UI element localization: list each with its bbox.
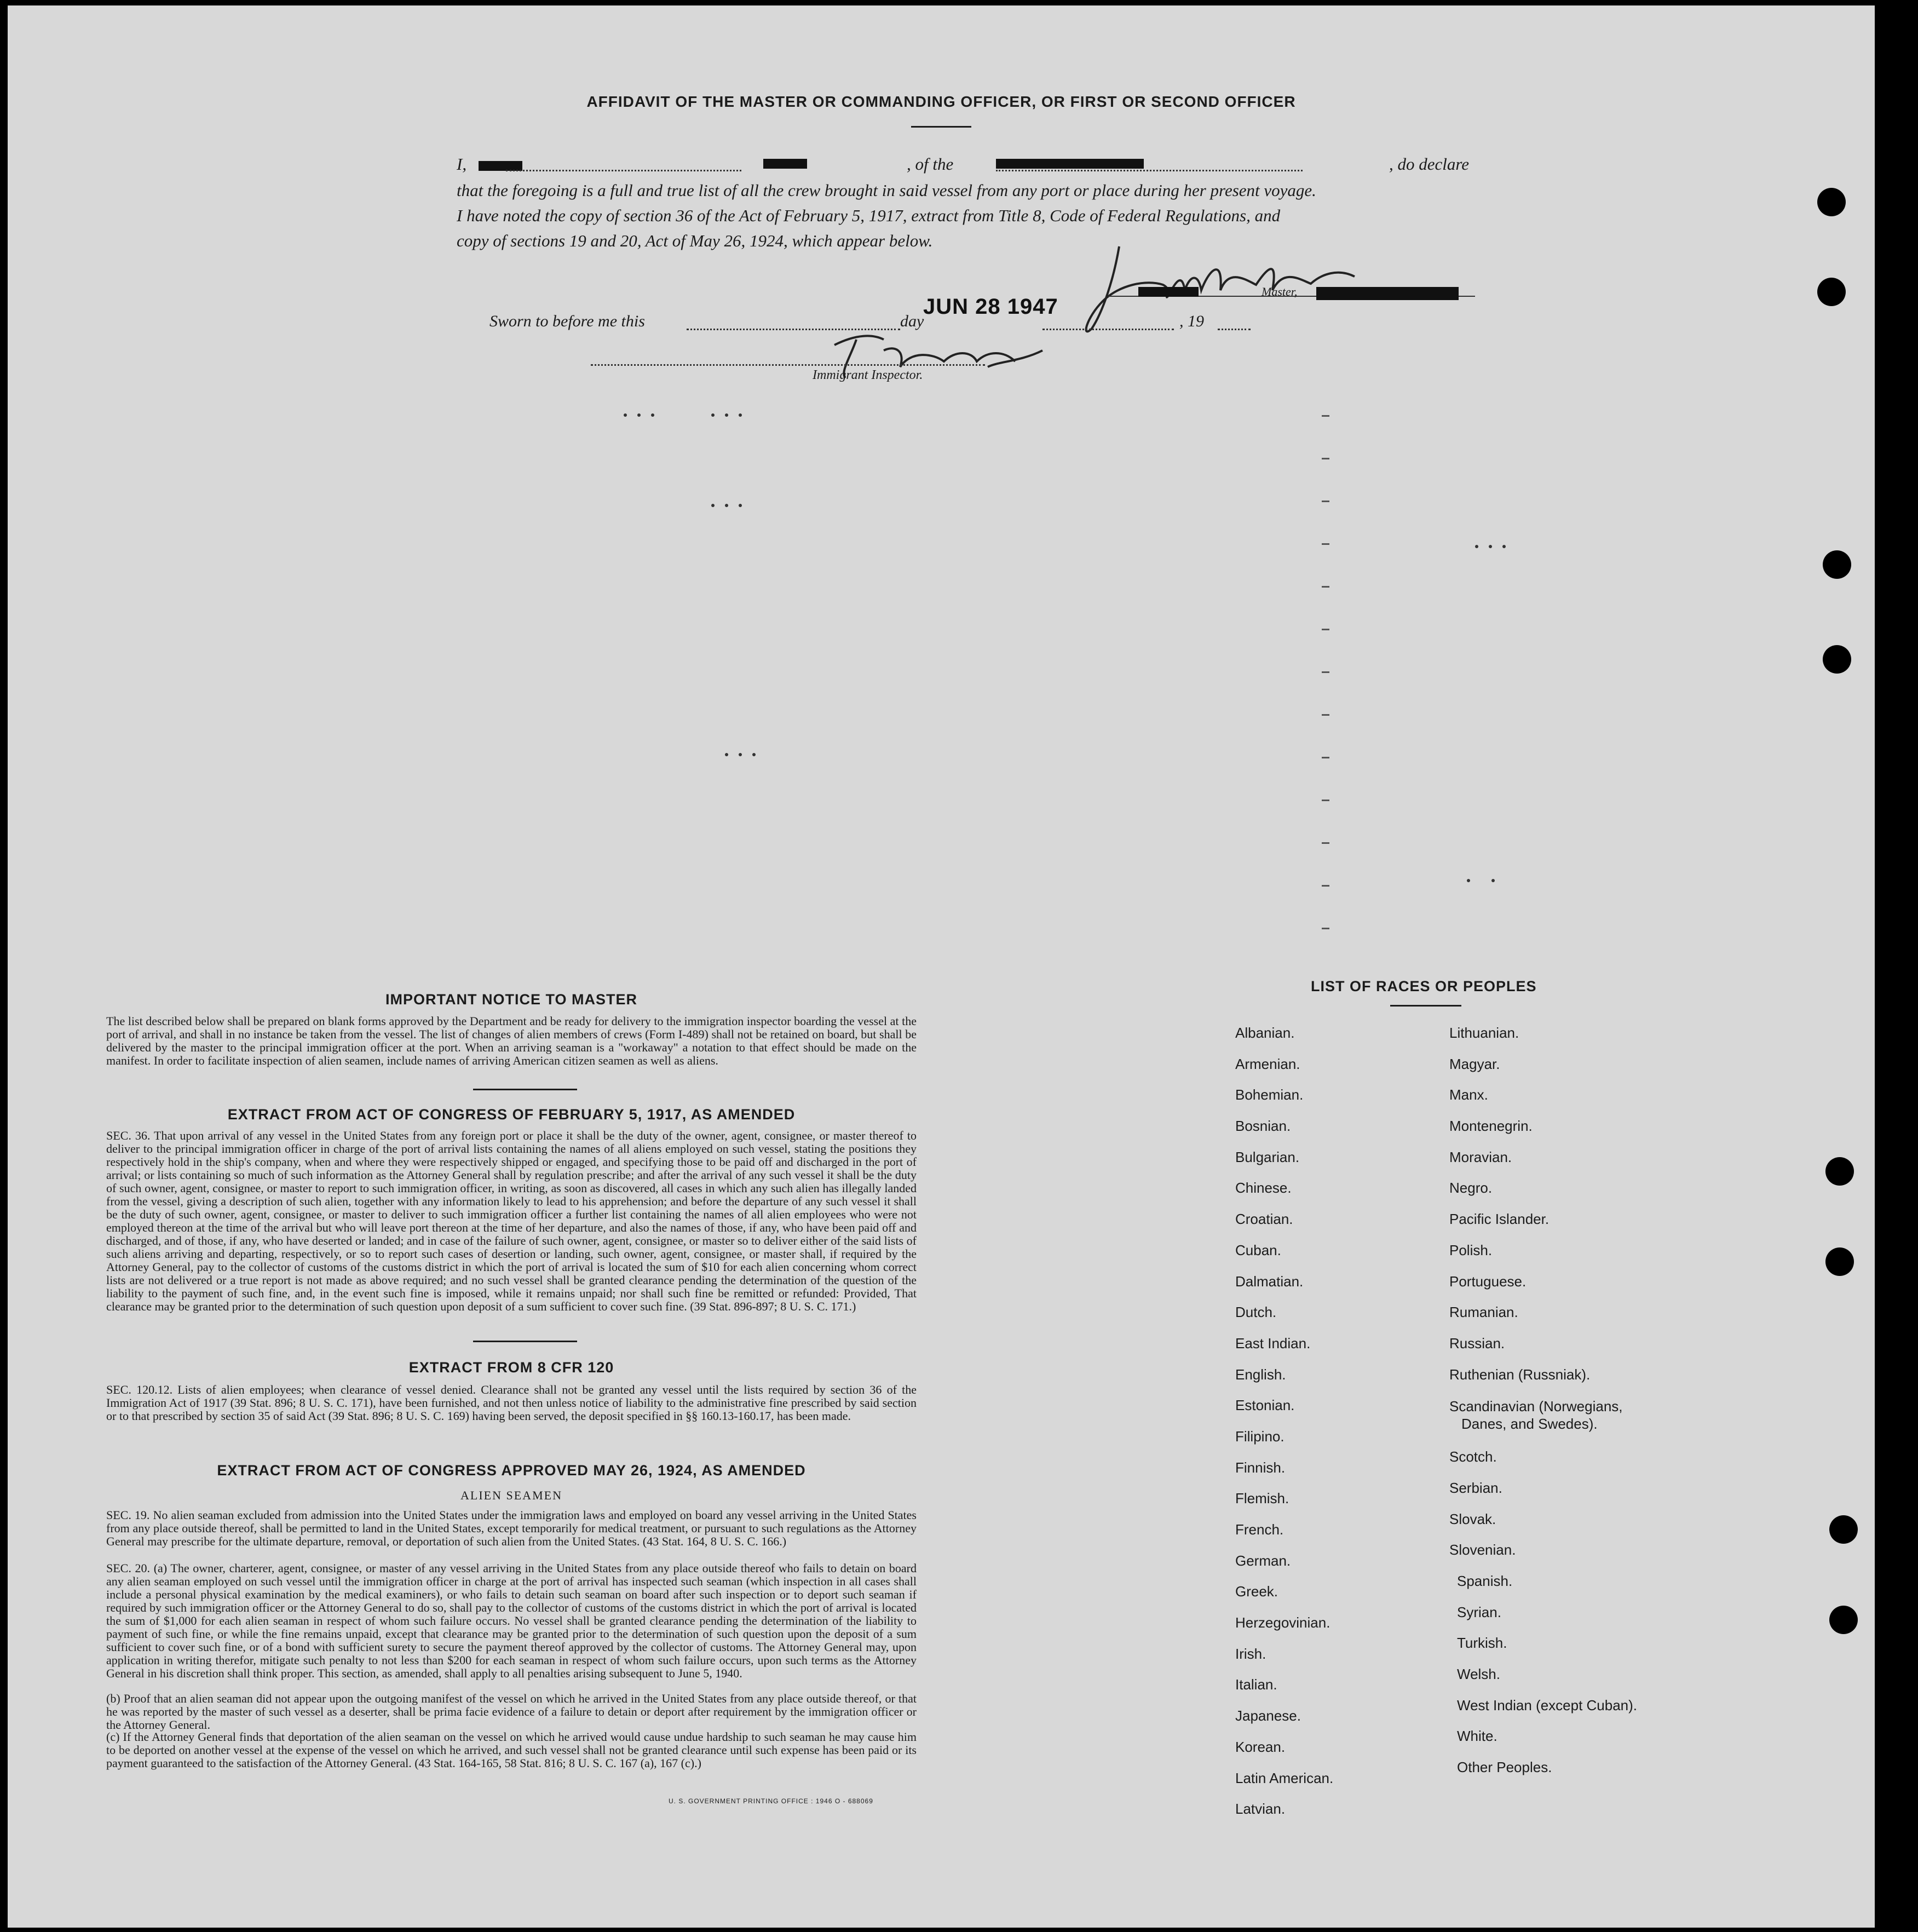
race-item: Other Peoples. bbox=[1457, 1759, 1552, 1776]
race-item: Dalmatian. bbox=[1235, 1273, 1304, 1290]
extract1924-title: EXTRACT FROM ACT OF CONGRESS APPROVED MAY 26, 1924, AS AMENDED bbox=[217, 1462, 806, 1479]
sec20b-text: (b) Proof that an alien seaman did not appear upon the outgoing manifest of the vessel on which he arrived in the United States from any place outside thereof, or that he was reported by the master of such vessel as a deserter, shall be prima facie evidence of a failure to detain or deport after requirement by the immigration officer or the Attorney General. bbox=[106, 1692, 917, 1732]
speck bbox=[1475, 545, 1478, 548]
race-item: Spanish. bbox=[1457, 1573, 1513, 1589]
race-item: Chinese. bbox=[1235, 1180, 1292, 1197]
race-item: Ruthenian (Russniak). bbox=[1449, 1366, 1591, 1383]
tick bbox=[1322, 757, 1329, 758]
race-item: Japanese. bbox=[1235, 1707, 1301, 1724]
race-item: East Indian. bbox=[1235, 1335, 1311, 1352]
tick bbox=[1322, 885, 1329, 887]
races-column-2 bbox=[1449, 1017, 1637, 1783]
tick bbox=[1322, 629, 1329, 630]
extractCFR-text: SEC. 120.12. Lists of alien employees; when clearance of vessel denied. Clearance shall not be granted any vessel until the lists required by section 36 of the Immigration Act of 1917 (39 Stat. 896; 8 U. S. C. 171), have been furnished, and not then unless notice of liability to the administrative fine prescribed by said section or to that prescribed by section 35 of said Act (39 Stat. 896; 8 U. S. C. 169) having been served, the deposit specified in §§ 160.13-160.17, has been made. bbox=[106, 1383, 917, 1423]
race-item: Magyar. bbox=[1449, 1055, 1500, 1072]
speck bbox=[711, 504, 715, 507]
day-label: day bbox=[900, 312, 924, 330]
punch-hole bbox=[1825, 1247, 1854, 1276]
speck bbox=[651, 413, 654, 417]
race-item: German. bbox=[1235, 1552, 1291, 1569]
race-item: Bohemian. bbox=[1235, 1086, 1304, 1103]
extract1924-subtitle: ALIEN SEAMEN bbox=[460, 1488, 562, 1502]
vessel-dotline bbox=[996, 170, 1303, 171]
form-page bbox=[8, 5, 1875, 1928]
punch-hole bbox=[1817, 188, 1846, 216]
notice-rule bbox=[473, 1089, 577, 1090]
race-item: Korean. bbox=[1235, 1738, 1286, 1755]
race-item: Armenian. bbox=[1235, 1055, 1300, 1072]
date-stamp: JUN 28 1947 bbox=[923, 295, 1058, 319]
race-item: Latvian. bbox=[1235, 1801, 1286, 1818]
punch-hole bbox=[1829, 1606, 1858, 1634]
race-item: Montenegrin. bbox=[1449, 1118, 1533, 1135]
rank-redacted bbox=[763, 159, 807, 169]
race-item: Slovenian. bbox=[1449, 1542, 1516, 1559]
sec19-text: SEC. 19. No alien seaman excluded from admission into the United States under the immigration laws and employed on board any vessel arriving in the United States from any place outside thereof, shall be permitted to land in the United States, except temporarily for medical treatment, or pursuant to such regulations as the Attorney General may prescribe for the ultimate departure, removal, or deportation of such alien from the United States. (43 Stat. 164, 8 U. S. C. 166.) bbox=[106, 1508, 917, 1548]
race-item: Russian. bbox=[1449, 1335, 1505, 1352]
sec20c-text: (c) If the Attorney General finds that deportation of the alien seaman on the vessel on which he arrived would cause undue hardship to such seaman he may cause him to be deported on another vessel at the expense of the vessel on which he arrived, and such vessel shall not be granted clearance until such expense has been paid or its payment guaranteed to the satisfaction of the Attorney General. (43 Stat. 164-165, 58 Stat. 816; 8 U. S. C. 167 (a), 167 (c).) bbox=[106, 1730, 917, 1770]
title-rule bbox=[911, 126, 971, 128]
speck bbox=[739, 504, 742, 507]
race-item: Latin American. bbox=[1235, 1769, 1334, 1786]
speck bbox=[725, 753, 728, 756]
notice-title: IMPORTANT NOTICE TO MASTER bbox=[385, 991, 637, 1008]
race-item: Finnish. bbox=[1235, 1459, 1286, 1476]
speck bbox=[1489, 545, 1492, 548]
punch-hole bbox=[1829, 1515, 1858, 1544]
race-item: Negro. bbox=[1449, 1180, 1493, 1197]
race-item: White. bbox=[1457, 1728, 1497, 1745]
tick bbox=[1322, 501, 1329, 502]
races-column-1 bbox=[1235, 1017, 1333, 1825]
race-item: French. bbox=[1235, 1521, 1284, 1538]
race-item: Turkish. bbox=[1457, 1635, 1507, 1652]
master-title-redacted bbox=[1316, 287, 1459, 300]
speck bbox=[725, 413, 728, 417]
tick bbox=[1322, 415, 1329, 417]
race-item: Flemish. bbox=[1235, 1490, 1289, 1507]
race-item: Bulgarian. bbox=[1235, 1148, 1300, 1165]
race-item: Croatian. bbox=[1235, 1211, 1293, 1228]
race-item: Scandinavian (Norwegians, bbox=[1449, 1398, 1623, 1415]
race-item: Rumanian. bbox=[1449, 1304, 1518, 1321]
races-title: LIST OF RACES OR PEOPLES bbox=[1311, 978, 1537, 994]
tick bbox=[1322, 671, 1329, 673]
race-item: Danes, and Swedes). bbox=[1461, 1416, 1598, 1433]
affidavit-title: AFFIDAVIT OF THE MASTER OR COMMANDING OFFICER, OR FIRST OR SECOND OFFICER bbox=[586, 93, 1296, 110]
tick bbox=[1322, 714, 1329, 716]
affidavit-line1 bbox=[457, 154, 1486, 174]
year-label: , 19 bbox=[1179, 312, 1204, 330]
tick bbox=[1322, 458, 1329, 459]
race-item: Polish. bbox=[1449, 1241, 1493, 1258]
year-dotline bbox=[1218, 329, 1251, 330]
race-item: West Indian (except Cuban). bbox=[1457, 1697, 1638, 1714]
of-the-label: , of the bbox=[907, 154, 954, 174]
i-label: I, bbox=[457, 154, 467, 174]
speck bbox=[739, 753, 742, 756]
scan-edge bbox=[1875, 0, 1918, 1932]
race-item: Welsh. bbox=[1457, 1666, 1500, 1683]
race-item: Herzegovinian. bbox=[1235, 1614, 1330, 1631]
speck bbox=[637, 413, 641, 417]
speck bbox=[1491, 879, 1495, 882]
sworn-label: Sworn to before me this bbox=[489, 312, 645, 330]
races-rule bbox=[1390, 1005, 1461, 1007]
vessel-redacted bbox=[996, 159, 1144, 169]
punch-hole bbox=[1825, 1157, 1854, 1186]
affidavit-line3: I have noted the copy of section 36 of the Act of February 5, 1917, extract from Title 8, Code of Federal Regulations, and bbox=[457, 206, 1281, 225]
race-item: Cuban. bbox=[1235, 1241, 1281, 1258]
tick bbox=[1322, 842, 1329, 844]
race-item: Syrian. bbox=[1457, 1603, 1501, 1620]
printer-line: U. S. GOVERNMENT PRINTING OFFICE : 1946 O - 688069 bbox=[669, 1797, 873, 1805]
race-item: Scotch. bbox=[1449, 1448, 1497, 1465]
master-label: Master, bbox=[1262, 285, 1298, 298]
tick bbox=[1322, 586, 1329, 588]
speck bbox=[725, 504, 728, 507]
race-item: Pacific Islander. bbox=[1449, 1211, 1550, 1228]
speck bbox=[739, 413, 742, 417]
race-item: Manx. bbox=[1449, 1086, 1488, 1103]
affidavit-line4: copy of sections 19 and 20, Act of May 26, 1924, which appear below. bbox=[457, 231, 933, 250]
race-item: Italian. bbox=[1235, 1676, 1277, 1693]
race-item: English. bbox=[1235, 1366, 1286, 1383]
tick bbox=[1322, 928, 1329, 929]
race-item: Greek. bbox=[1235, 1583, 1278, 1600]
punch-hole bbox=[1823, 645, 1851, 674]
extract1917-rule bbox=[473, 1341, 577, 1342]
name-dotline bbox=[506, 170, 741, 171]
speck bbox=[624, 413, 627, 417]
speck bbox=[1502, 545, 1506, 548]
race-item: Albanian. bbox=[1235, 1025, 1295, 1041]
speck bbox=[711, 413, 715, 417]
tick bbox=[1322, 543, 1329, 545]
tick bbox=[1322, 800, 1329, 801]
race-item: Portuguese. bbox=[1449, 1273, 1527, 1290]
race-item: Moravian. bbox=[1449, 1148, 1512, 1165]
race-item: Serbian. bbox=[1449, 1479, 1502, 1496]
declare-label: , do declare bbox=[1389, 154, 1470, 174]
notice-text: The list described below shall be prepared on blank forms approved by the Department and be ready for delivery to the immigration inspector boarding the vessel at the port of arrival, and shall in no instance be taken from the vessel. The list of changes of alien members of crews (Form I-489) shall not be retained on board, but shall be delivered by the master to the principal immigration officer at the port. When an arriving seaman is a "workaway" a notation to that effect should be made on the manifest. In order to facilitate inspection of alien seamen, include names of arriving American citizen seamen as well as aliens. bbox=[106, 1014, 917, 1067]
race-item: Lithuanian. bbox=[1449, 1025, 1519, 1041]
affidavit-line2: that the foregoing is a full and true list of all the crew brought in said vessel from any port or place during her present voyage. bbox=[457, 181, 1316, 200]
punch-hole bbox=[1823, 550, 1851, 579]
race-item: Filipino. bbox=[1235, 1428, 1285, 1445]
speck bbox=[1467, 879, 1470, 882]
inspector-label: Immigrant Inspector. bbox=[813, 368, 923, 382]
sec20a-text: SEC. 20. (a) The owner, charterer, agent, consignee, or master of any vessel arriving in the United States from any place outside thereof who fails to detain on board any alien seaman employed on such vessel until the immigration officer in charge at the port of arrival has inspected such seaman (which inspection in all cases shall include a personal physical examination by the medical examiners), or who fails to detain such seaman on board after such inspection or to deport such seaman if required by such immigration officer or the Attorney General to do so, shall pay to the collector of customs of the customs district in which the port of arrival is located the sum of $1,000 for each alien seaman in respect of whom such failure occurs. No vessel shall be granted clearance pending the determination of the liability to payment of such fine, or while the fine remains unpaid, except that clearance may be granted prior to the determination of such question upon the deposit of a sum sufficient to cover such fine, or of a bond with sufficient surety to secure the payment thereof approved by the collector of customs. The Attorney General may, upon application in writing therefor, mitigate such penalty to not less than $200 for each seaman in respect of whom such failure occurs, upon such terms as the Attorney General in his discretion shall think proper. This section, as amended, shall apply to all penalties arising subsequent to June 5, 1940. bbox=[106, 1561, 917, 1680]
extract1917-text: SEC. 36. That upon arrival of any vessel in the United States from any foreign port or place it shall be the duty of the owner, agent, consignee, or master thereof to deliver to the principal immigration officer in charge of the port of arrival lists containing the names of all aliens employed on such vessel, stating the positions they respectively hold in the ship's company, when and where they were respectively shipped or engaged, and specifying those to be paid off and discharged in the port of arrival; or lists containing so much of such information as the Attorney General shall by regulation prescribe; and after the arrival of any such vessel it shall be the duty of such owner, agent, consignee, or master to report to such immigration officer, in writing, as soon as discovered, all cases in which any such alien has illegally landed from the vessel, giving a description of such alien, together with any information likely to lead to his apprehension; and before the departure of any such vessel it shall be the duty of such owner, agent, consignee, or master to deliver to such immigration officer a further list containing the names of all alien employees who were not employed thereon at the time of the arrival but who will leave port thereon at the time of her departure, and also the names of those, if any, who have been paid off and discharged, and of those, if any, who have deserted or landed; and in case of the failure of such owner, agent, consignee, or master so to deliver either of the said lists of such aliens arriving and departing, respectively, or so to report such cases of desertion or landing, such owner, agent, consignee, or master shall, if required by the Attorney General, pay to the collector of customs of the customs district in which the port of arrival is located the sum of $10 for each alien concerning whom correct lists are not delivered or a true report is not made as above required; and no such vessel shall be granted clearance pending the determination of the question of the liability to the payment of such fine, and, in the event such fine is imposed, while it remains unpaid; nor shall such fine be remitted or refunded: Provided, That clearance may be granted prior to the determination of such question upon deposit of a sum sufficient to cover such fine. (39 Stat. 896-897; 8 U. S. C. 171.) bbox=[106, 1129, 917, 1313]
inspector-dotline bbox=[591, 364, 985, 366]
race-item: Dutch. bbox=[1235, 1304, 1277, 1321]
race-item: Estonian. bbox=[1235, 1397, 1295, 1414]
master-signature-name-redacted bbox=[1138, 287, 1199, 297]
speck bbox=[752, 753, 756, 756]
race-item: Irish. bbox=[1235, 1645, 1266, 1662]
punch-hole bbox=[1817, 278, 1846, 306]
race-item: Bosnian. bbox=[1235, 1118, 1291, 1135]
extract1917-title: EXTRACT FROM ACT OF CONGRESS OF FEBRUARY 5, 1917, AS AMENDED bbox=[227, 1106, 796, 1123]
extractCFR-title: EXTRACT FROM 8 CFR 120 bbox=[408, 1359, 614, 1376]
race-item: Slovak. bbox=[1449, 1510, 1496, 1527]
date-dotline bbox=[1042, 329, 1174, 330]
